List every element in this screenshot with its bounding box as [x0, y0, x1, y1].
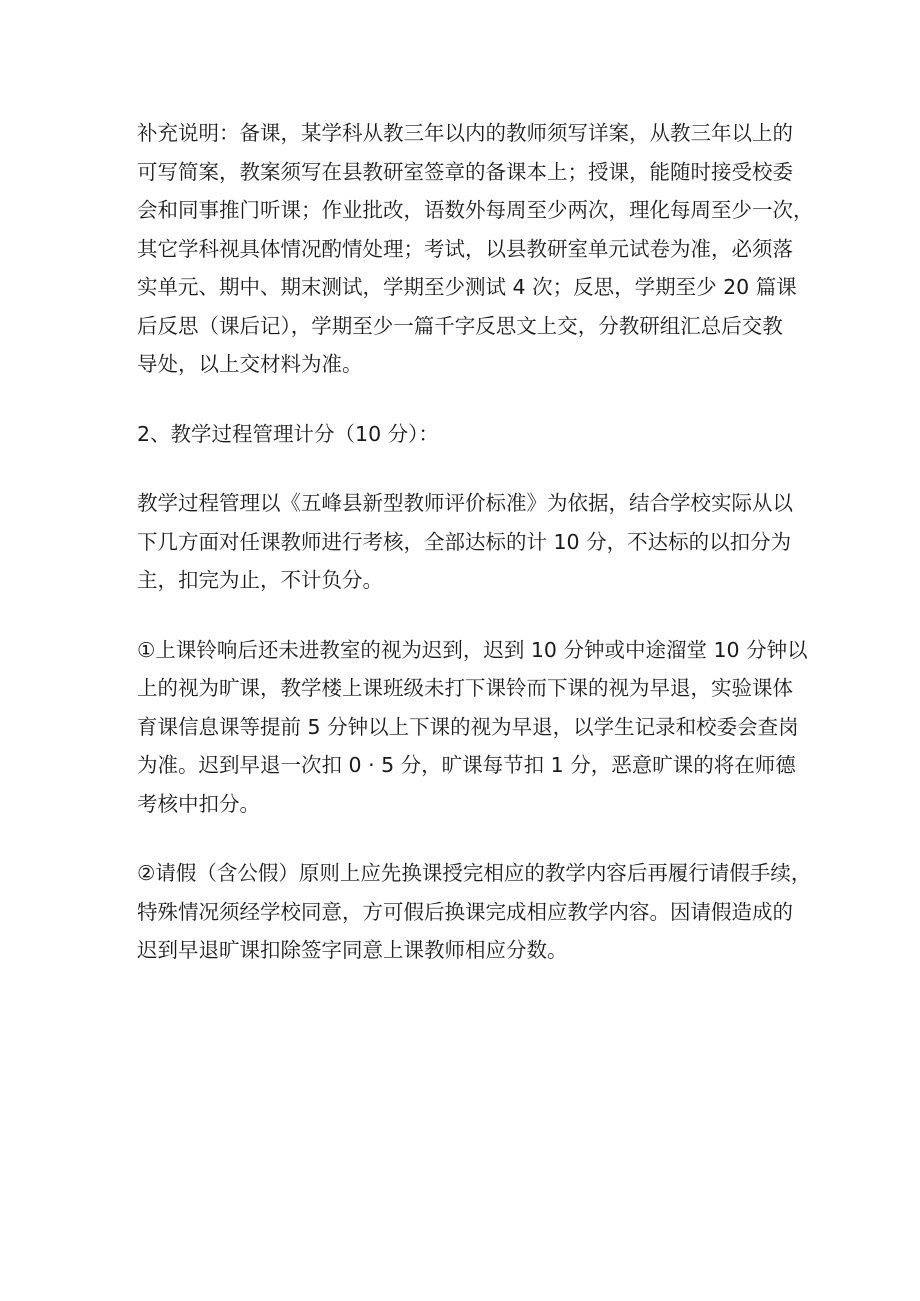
text-line: 下几方面对任课教师进行考核，全部达标的计 10 分，不达标的以扣分为: [137, 529, 792, 554]
text-line: 考核中扣分。: [137, 791, 260, 816]
text-line: 其它学科视具体情况酌情处理；考试，以县教研室单元试卷为准，必须落: [137, 236, 793, 261]
text-line: 特殊情况须经学校同意，方可假后换课完成相应教学内容。因请假造成的: [137, 899, 793, 924]
document-body: [137, 114, 814, 970]
process-management-paragraph: [137, 484, 797, 600]
leave-rule-paragraph: [137, 854, 812, 970]
text-line: 会和同事推门听课；作业批改，语数外每周至少两次，理化每周至少一次，: [137, 198, 814, 222]
text-line: 为准。迟到早退一次扣 0 · 5 分，旷课每节扣 1 分，恶意旷课的将在师德: [137, 753, 796, 777]
supplementary-note-paragraph: [137, 114, 814, 384]
heading-line: 2、教学过程管理计分（10 分）：: [137, 421, 439, 446]
text-line: 补充说明：备课，某学科从教三年以内的教师须写详案，从教三年以上的: [137, 121, 793, 145]
text-line: 主，扣完为止，不计负分。: [137, 568, 383, 592]
text-line: 后反思（课后记），学期至少一篇千字反思文上交，分教研组汇总后交教: [137, 313, 783, 338]
text-line: 育课信息课等提前 5 分钟以上下课的视为早退，以学生记录和校委会查岗: [137, 714, 799, 739]
text-line: 可写简案，教案须写在县教研室签章的备课本上；授课，能随时接受校委: [137, 159, 793, 184]
section-heading: [137, 415, 797, 454]
attendance-rule-paragraph: [137, 631, 808, 824]
text-line: ②请假（含公假）原则上应先换课授完相应的教学内容后再履行请假手续，: [137, 861, 812, 885]
text-line: 实单元、期中、期末测试，学期至少测试 4 次；反思，学期至少 20 篇课: [137, 275, 797, 299]
text-line: 迟到早退旷课扣除签字同意上课教师相应分数。: [137, 938, 568, 962]
text-line: 上的视为旷课，教学楼上课班级未打下课铃而下课的视为早退，实验课体: [137, 676, 793, 700]
text-line: ①上课铃响后还未进教室的视为迟到，迟到 10 分钟或中途溜堂 10 分钟以: [137, 637, 808, 662]
text-line: 教学过程管理以《五峰县新型教师评价标准》为依据，结合学校实际从以: [137, 491, 793, 515]
text-line: 导处，以上交材料为准。: [137, 352, 363, 376]
